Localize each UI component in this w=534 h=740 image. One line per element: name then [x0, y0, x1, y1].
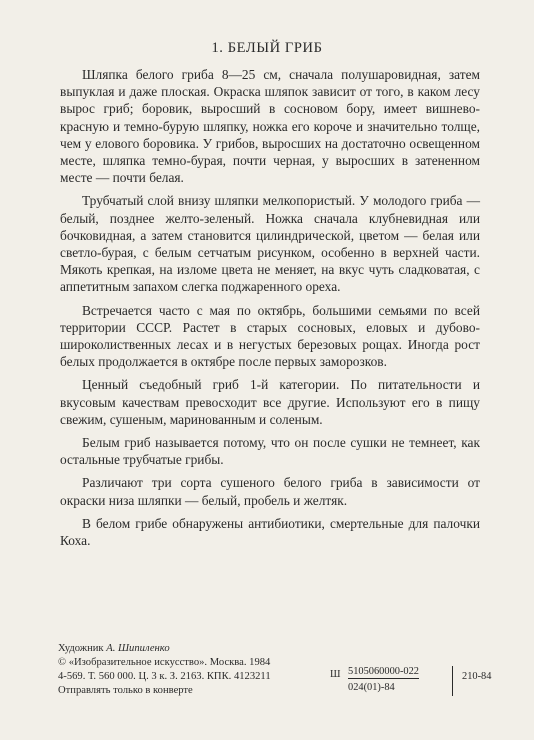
- paragraph-7: В белом грибе обнаружены антибиотики, смертельные для палочки Коха.: [60, 515, 480, 549]
- artist-label: Художник: [58, 643, 104, 654]
- catalog-code-block: [330, 666, 500, 700]
- catalog-code-bottom: 024(01)-84: [348, 682, 395, 693]
- paragraph-5: Белым гриб называется потому, что он после сушки не темнеет, как остальные трубчатые грибы.: [60, 435, 480, 468]
- paragraph-6: Различают три сорта сушеного белого гриба в зависимости от окраски низа шляпки — белый, пробель и желтяк.: [60, 475, 480, 508]
- paragraph-2: Трубчатый слой внизу шляпки мелкопористый. У молодого гриба — белый, позднее желто-зеленый. Ножка сначала клубневидная или бочковидная, а затем становится цилиндрической, цветом — белая или светло-бурая, с белым сетчатым рисунком, особенно в верхней части. Мякоть крепкая, на изломе цвета не меняет, на вкус чуть сладковатая, с аппетитным запахом слегка поджаренного ореха.: [60, 193, 480, 295]
- paragraph-3: Встречается часто с мая по октябрь, большими семьями по всей территории СССР. Растет в старых сосновых, еловых и дубово-широколиственных лесах и в негустых березовых рощах. Иногда рост белых продолжается в октябре после первых заморозков.: [60, 302, 480, 370]
- mailing-note: Отправлять только в конверте: [58, 685, 193, 696]
- publisher-line: © «Изобразительное искусство». Москва. 1984: [58, 657, 271, 668]
- price-code: 210-84: [462, 671, 492, 682]
- print-info-line: 4-569. Т. 560 000. Ц. 3 к. З. 2163. КПК. 4123211: [58, 671, 271, 682]
- paragraph-1: Шляпка белого гриба 8—25 см, сначала полушаровидная, затем выпуклая и даже плоская. Окраска шляпок зависит от того, в каком лесу вырос гриб; боровик, выросший в сосновом бору, имеет вишнево-красную и темно-бурую шляпку, ножка его короче и значительно толще, чем у елового боровика. У грибов, выросших на достаточно освещенном месте, шляпка темно-бурая, почти черная, у выросших в затененном месте — почти белая.: [60, 67, 480, 186]
- artist-line: [58, 642, 488, 656]
- paragraph-4: Ценный съедобный гриб 1-й категории. По питательности и вкусовым качествам превосходит все другие. Используют его в пищу свежим, сушеным, маринованным и соленым.: [60, 377, 480, 427]
- catalog-letter: Ш: [330, 669, 341, 680]
- description-text: [60, 66, 480, 555]
- artist-name: А. Шипиленко: [106, 643, 170, 654]
- page-title: 1. БЕЛЫЙ ГРИБ: [211, 40, 323, 56]
- divider-line: [452, 666, 453, 696]
- catalog-code-top: 5105060000-022: [348, 666, 419, 677]
